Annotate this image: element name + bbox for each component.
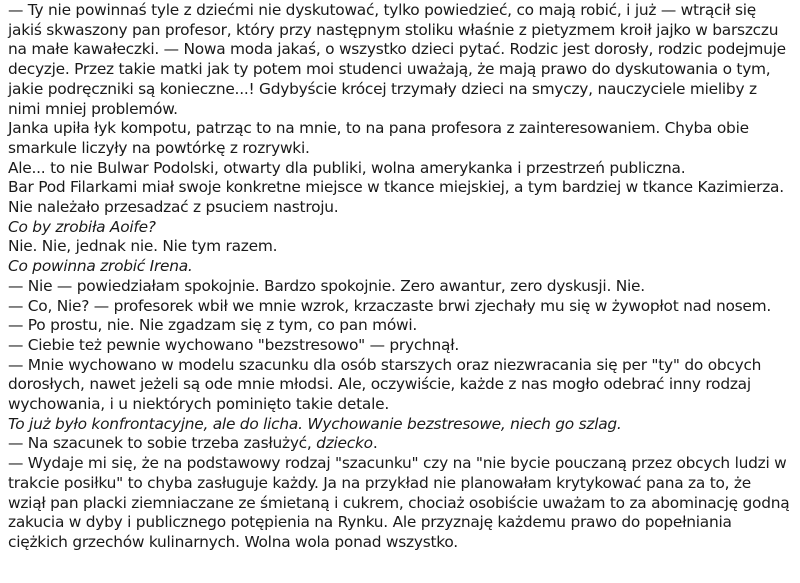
paragraph-5-thought xyxy=(8,218,792,238)
paragraph-9 xyxy=(8,297,792,317)
paragraph-2 xyxy=(8,119,792,158)
paragraph-14-emphasis: dziecko xyxy=(316,434,373,453)
paragraph-15 xyxy=(8,454,792,553)
paragraph-15-text: — Wydaje mi się, że na podstawowy rodzaj "szacunku" czy na "nie bycie pouczaną przez obcych ludzi w trakcie posiłku" to chyba zasługuje każdy. Ja na przykład nie planowałam krytykować pana za to, że wziął pan placki ziemniaczane ze śmietaną i cukrem, chociaż osobiście uważam to za abominację godną zakucia w dyby i publicznego potępienia na Rynku. Ale przyznaję każdemu prawo do popełniania ciężkich grzechów kulinarnych. Wolna wola ponad wszystko. xyxy=(8,454,790,551)
paragraph-1-text: — Ty nie powinnaś tyle z dziećmi nie dyskutować, tylko powiedzieć, co mają robić, i już — wtrącił się jakiś skwaszony pan profesor, który przy następnym stoliku właśnie z pietyzmem kroił jajko w barszczu na małe kawałeczki. — Nowa moda jakaś, o wszystko dzieci pytać. Rodzic jest dorosły, rodzic podejmuje decyzje. Przez takie matki jak ty potem moi studenci uważają, że mają prawo do dyskutowania o tym, jakie podręczniki są konieczne...! Gdybyście krócej trzymały dzieci na smyczy, nauczyciele mieliby z nimi mniej problemów. xyxy=(8,1,786,118)
paragraph-5-text: Co by zrobiła Aoife? xyxy=(8,217,156,236)
paragraph-4-text: Bar Pod Filarkami miał swoje konkretne miejsce w tkance miejskiej, a tym bardziej w tkance Kazimierza. Nie należało przesadzać z psuciem nastroju. xyxy=(8,178,784,217)
paragraph-6 xyxy=(8,237,792,257)
paragraph-6-text: Nie. Nie, jednak nie. Nie tym razem. xyxy=(8,237,278,256)
paragraph-3-text: Ale... to nie Bulwar Podolski, otwarty dla publiki, wolna amerykanka i przestrzeń publiczna. xyxy=(8,158,686,177)
paragraph-9-text: — Co, Nie? — profesorek wbił we mnie wzrok, krzaczaste brwi zjechały mu się w żywopłot nad nosem. xyxy=(8,296,772,315)
paragraph-7-thought xyxy=(8,257,792,277)
paragraph-13-text: To już było konfrontacyjne, ale do licha. Wychowanie bezstresowe, niech go szlag. xyxy=(8,414,622,433)
paragraph-8-text: — Nie — powiedziałam spokojnie. Bardzo spokojnie. Zero awantur, zero dyskusji. Nie. xyxy=(8,276,645,295)
paragraph-4 xyxy=(8,178,792,217)
paragraph-13-thought xyxy=(8,415,792,435)
paragraph-7-text: Co powinna zrobić Irena. xyxy=(8,257,193,276)
paragraph-14-text-b: . xyxy=(372,434,378,453)
paragraph-14-text-a: — Na szacunek to sobie trzeba zasłużyć, xyxy=(8,434,317,453)
paragraph-8 xyxy=(8,277,792,297)
paragraph-11 xyxy=(8,336,792,356)
paragraph-1 xyxy=(8,1,792,119)
paragraph-12-text: — Mnie wychowano w modelu szacunku dla osób starszych oraz niezwracania się per "ty" do obcych dorosłych, nawet jeżeli są ode mnie młodsi. Ale, oczywiście, każde z nas mogło odebrać inny rodzaj wychowania, i u niektórych pominięto takie detale. xyxy=(8,355,762,414)
paragraph-11-text: — Ciebie też pewnie wychowano "bezstresowo" — prychnął. xyxy=(8,335,460,354)
paragraph-10-text: — Po prostu, nie. Nie zgadzam się z tym, co pan mówi. xyxy=(8,316,418,335)
paragraph-2-text: Janka upiła łyk kompotu, patrząc to na mnie, to na pana profesora z zainteresowaniem. Chyba obie smarkule liczyły na powtórkę z rozrywki. xyxy=(8,119,749,157)
paragraph-14 xyxy=(8,434,792,454)
paragraph-3 xyxy=(8,159,792,179)
paragraph-10 xyxy=(8,316,792,336)
paragraph-12 xyxy=(8,356,792,415)
